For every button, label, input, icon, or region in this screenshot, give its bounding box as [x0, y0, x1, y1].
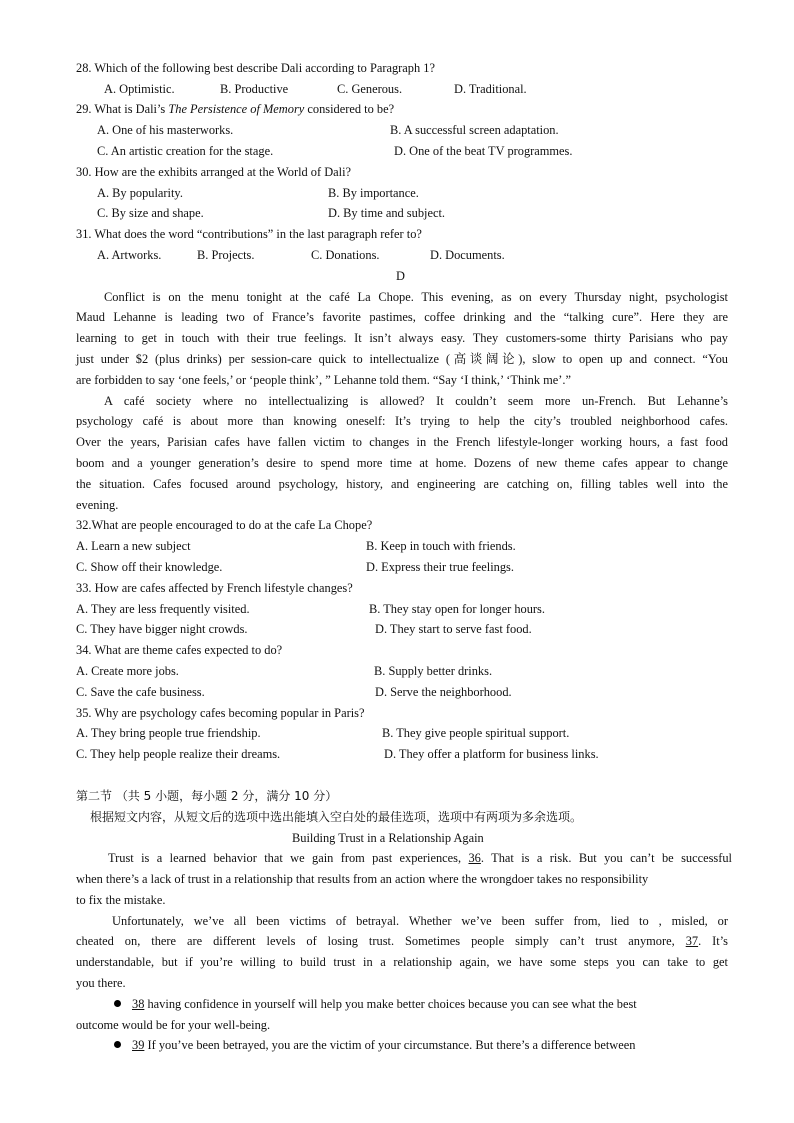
q32-option-d: D. Express their true feelings.: [366, 560, 514, 574]
q35-option-c: C. They help people realize their dreams.: [76, 747, 281, 761]
question-32-stem: 32.What are people encouraged to do at the cafe La Chope?: [76, 518, 373, 532]
s2-p1-line-1-post: . That is a risk. But you can’t be successful: [480, 851, 732, 865]
q35-option-b: B. They give people spiritual support.: [382, 726, 570, 740]
q35-option-a: A. They bring people true friendship.: [76, 726, 261, 740]
q29-option-c: C. An artistic creation for the stage.: [97, 144, 274, 158]
passage-title: Building Trust in a Relationship Again: [292, 831, 484, 845]
question-34-stem: 34. What are theme cafes expected to do?: [76, 643, 283, 657]
passage-d-p2-line-5: the situation. Cafes focused around psychology, history, and engineering are catching on, filling tables well into the: [76, 477, 728, 491]
s2-p2-line-4: you there.: [76, 976, 126, 990]
bullet-38-text: having confidence in yourself will help you make better choices because you can see what the best: [144, 997, 637, 1011]
bullet-39-line-1: [132, 1038, 635, 1053]
q29-option-b: B. A successful screen adaptation.: [390, 123, 559, 137]
q29-stem-pre: 29. What is Dali’s: [76, 102, 169, 116]
q32-option-a: A. Learn a new subject: [76, 539, 191, 553]
section-d-heading: D: [396, 269, 405, 283]
question-28-stem: 28. Which of the following best describe Dali according to Paragraph 1?: [76, 61, 435, 75]
q34-option-d: D. Serve the neighborhood.: [375, 685, 512, 699]
q29-stem-post: considered to be?: [304, 102, 395, 116]
q30-option-d: D. By time and subject.: [328, 206, 446, 220]
q31-option-a: A. Artworks.: [97, 248, 162, 262]
passage-d-p2-line-6: evening.: [76, 498, 119, 512]
q30-option-b: B. By importance.: [328, 186, 419, 200]
q28-option-a: A. Optimistic.: [104, 82, 175, 96]
question-35-stem: 35. Why are psychology cafes becoming popular in Paris?: [76, 706, 365, 720]
s2-p2-line-2: [76, 934, 728, 949]
section-2-heading: 第二节 （共 5 小题，每小题 2 分，满分 10 分）: [76, 789, 338, 803]
blank-39: 39: [132, 1038, 145, 1052]
s2-p2-line-1: Unfortunately, we’ve all been victims of betrayal. Whether we’ve been suffer from, lied to , misled, or: [112, 914, 728, 928]
q34-option-c: C. Save the cafe business.: [76, 685, 205, 699]
passage-d-p1-line-1: Conflict is on the menu tonight at the café La Chope. This evening, as on every Thursday night, psychologist: [104, 290, 728, 304]
q29-option-d: D. One of the beat TV programmes.: [394, 144, 573, 158]
q34-option-a: A. Create more jobs.: [76, 664, 179, 678]
s2-p2-line-2-post: . It’s: [698, 934, 728, 948]
q29-stem-title: The Persistence of Memory: [168, 102, 305, 116]
q32-option-b: B. Keep in touch with friends.: [366, 539, 516, 553]
bullet-38-line-2: outcome would be for your well-being.: [76, 1018, 271, 1032]
s2-p1-line-1-pre: Trust is a learned behavior that we gain from past experiences,: [108, 851, 469, 865]
passage-d-p1-line-2: Maud Lehanne is leading two of France’s favorite pastimes, coffee drinking and the “talking cure”. Here they are: [76, 310, 728, 324]
passage-d-p1-line-4: just under $2 (plus drinks) per session-care quick to intellectualize (高谈阔论), slow to open up and connect. “You: [76, 352, 728, 366]
q33-option-b: B. They stay open for longer hours.: [369, 602, 545, 616]
bullet-icon: [114, 1000, 121, 1007]
question-29-stem: [76, 102, 394, 117]
passage-d-p2-line-1: A café society where no intellectualizing is allowed? It couldn’t seem more un-French. But Lehanne’s: [104, 394, 728, 408]
q28-option-b: B. Productive: [220, 82, 289, 96]
question-33-stem: 33. How are cafes affected by French lifestyle changes?: [76, 581, 353, 595]
passage-d-p2-line-2: psychology café is about more than knowing oneself: It’s trying to help the city’s troubled neighborhood cafes.: [76, 414, 728, 428]
blank-37: 37: [685, 934, 699, 948]
q31-option-d: D. Documents.: [430, 248, 505, 262]
q33-option-d: D. They start to serve fast food.: [375, 622, 532, 636]
bullet-38-line-1: [132, 997, 637, 1012]
blank-38: 38: [132, 997, 145, 1011]
q31-option-b: B. Projects.: [197, 248, 255, 262]
q33-option-c: C. They have bigger night crowds.: [76, 622, 248, 636]
passage-d-p2-line-4: boom and a younger generation’s desire to spend more time at home. Dozens of new theme cafes appear to change: [76, 456, 728, 470]
q30-option-c: C. By size and shape.: [97, 206, 204, 220]
s2-p1-line-2: when there’s a lack of trust in a relationship that results from an action where the wrongdoer takes no responsibility: [76, 872, 649, 886]
bullet-39-text: If you’ve been betrayed, you are the victim of your circumstance. But there’s a difference between: [144, 1038, 636, 1052]
section-2-instruction: 根据短文内容，从短文后的选项中选出能填入空白处的最佳选项，选项中有两项为多余选项。: [90, 810, 583, 824]
q29-option-a: A. One of his masterworks.: [97, 123, 234, 137]
s2-p2-line-3: understandable, but if you’re willing to build trust in a relationship again, we have some steps you can take to get: [76, 955, 728, 969]
question-30-stem: 30. How are the exhibits arranged at the World of Dali?: [76, 165, 352, 179]
passage-d-p1-line-3: learning to get in touch with their true feelings. It isn’t always easy. They customers-some thirty Parisians who pay: [76, 331, 728, 345]
blank-36: 36: [468, 851, 481, 865]
q31-option-c: C. Donations.: [311, 248, 380, 262]
q32-option-c: C. Show off their knowledge.: [76, 560, 223, 574]
s2-p2-line-2-pre: cheated on, there are different levels of losing trust. Sometimes people simply can’t trust anymore,: [76, 934, 686, 948]
q34-option-b: B. Supply better drinks.: [374, 664, 493, 678]
s2-p1-line-3: to fix the mistake.: [76, 893, 166, 907]
q28-option-c: C. Generous.: [337, 82, 403, 96]
question-31-stem: 31. What does the word “contributions” in the last paragraph refer to?: [76, 227, 422, 241]
q33-option-a: A. They are less frequently visited.: [76, 602, 250, 616]
q28-option-d: D. Traditional.: [454, 82, 527, 96]
s2-p1-line-1: [76, 851, 732, 866]
q30-option-a: A. By popularity.: [97, 186, 183, 200]
bullet-icon: [114, 1041, 121, 1048]
passage-d-p2-line-3: Over the years, Parisian cafes have fallen victim to changes in the French lifestyle-longer working hours, a fast food: [76, 435, 728, 449]
q35-option-d: D. They offer a platform for business links.: [384, 747, 599, 761]
passage-d-p1-line-5: are forbidden to say ‘one feels,’ or ‘people think’, ” Lehanne told them. “Say ‘I think,’ ‘Think me’.”: [76, 373, 571, 387]
